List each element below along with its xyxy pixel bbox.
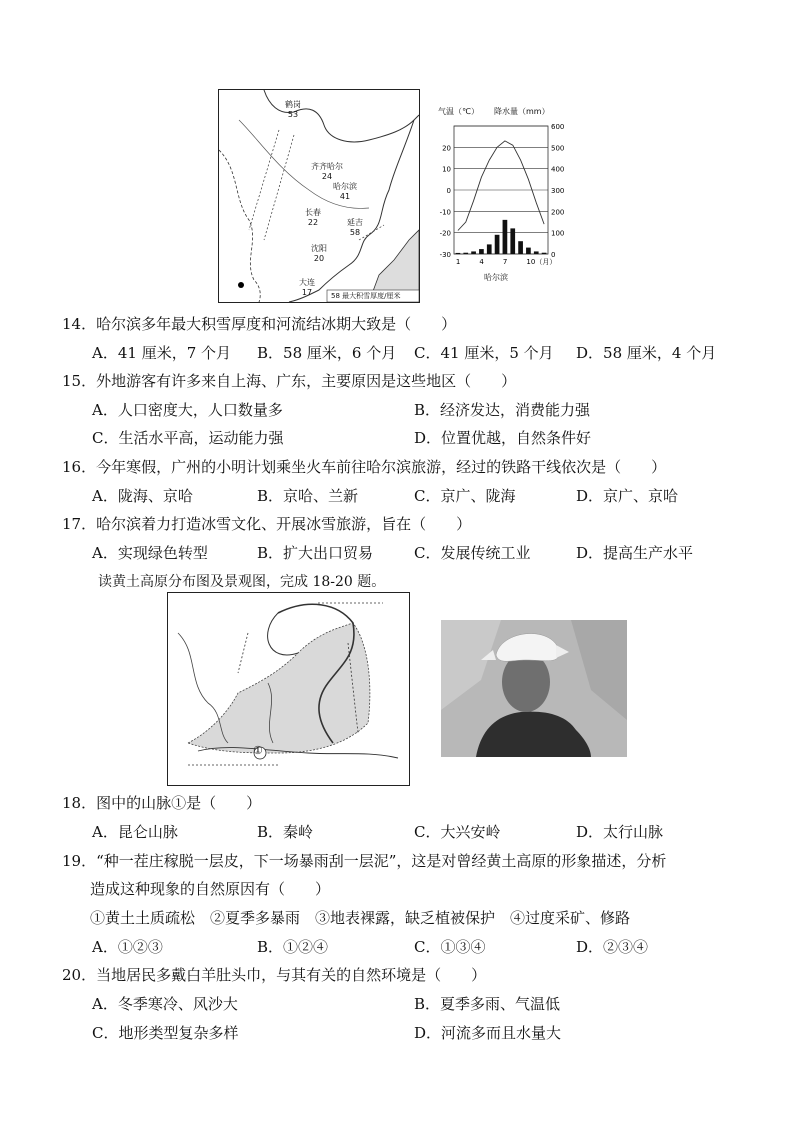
option[interactable]: D．②③④ (576, 938, 649, 956)
precip-tick-label: 400 (551, 165, 565, 174)
loess-map-drawing (168, 593, 409, 785)
option[interactable]: D．京广、京哈 (576, 487, 679, 505)
mountain-marker: ① (253, 744, 263, 757)
precip-bar (542, 253, 547, 254)
question-15: 15．外地游客有许多来自上海、广东，主要原因是这些地区（ ） (62, 372, 517, 390)
option[interactable]: A．昆仑山脉 (92, 823, 178, 841)
snow-depth: 58 (349, 228, 361, 237)
precip-bar (471, 251, 476, 254)
precip-bar (495, 235, 500, 254)
climate-chart (428, 106, 578, 286)
city-name: 长春 (305, 208, 321, 217)
precip-bar (534, 251, 539, 254)
climate-city: 哈尔滨 (484, 273, 508, 282)
city-name: 哈尔滨 (333, 182, 357, 191)
precip-bar (463, 253, 468, 254)
precip-bar (456, 253, 461, 254)
photo-drawing (441, 620, 627, 757)
precip-tick-label: 600 (551, 123, 565, 131)
question-19-items: ①黄土土质疏松 ②夏季多暴雨 ③地表裸露，缺乏植被保护 ④过度采矿、修路 (90, 909, 631, 927)
option[interactable]: B．秦岭 (257, 823, 314, 841)
question-19-line2: 造成这种现象的自然原因有（ ） (90, 880, 331, 898)
city-name: 大连 (299, 278, 315, 287)
temp-tick-label: -20 (439, 229, 451, 238)
option[interactable]: A．实现绿色转型 (92, 544, 208, 562)
option[interactable]: A．陇海、京哈 (92, 487, 193, 505)
month-tick-label: 10（月） (526, 258, 557, 266)
option[interactable]: B．京哈、兰新 (257, 487, 359, 505)
option[interactable]: D．位置优越，自然条件好 (414, 429, 592, 447)
month-tick-label: 7 (502, 258, 508, 266)
precip-bar (503, 220, 508, 254)
precip-bar (526, 248, 531, 254)
city-changchun (305, 208, 321, 228)
city-name: 鹤岗 (285, 100, 301, 109)
option[interactable]: B．①②④ (257, 938, 329, 956)
snow-depth: 22 (307, 218, 319, 227)
city-hegang (285, 100, 301, 120)
snow-depth: 17 (301, 288, 313, 297)
city-shenyang (311, 244, 327, 264)
option[interactable]: A．41 厘米，7 个月 (92, 344, 231, 362)
precip-tick-label: 200 (551, 208, 565, 217)
option[interactable]: A．①②③ (92, 938, 163, 956)
question-16: 16．今年寒假，广州的小明计划乘坐火车前往哈尔滨旅游，经过的铁路干线依次是（ ） (62, 458, 667, 476)
snow-depth: 20 (313, 254, 325, 263)
temp-tick-label: -10 (439, 208, 451, 217)
option[interactable]: D．河流多而且水量大 (414, 1024, 562, 1042)
temp-tick-label: -30 (439, 251, 451, 259)
temp-axis-label: 气温（℃） (438, 107, 479, 116)
option[interactable]: A．冬季寒冷、风沙大 (92, 995, 238, 1013)
temp-tick-label: 20 (442, 144, 451, 153)
temperature-line (458, 141, 544, 231)
city-yanji (347, 218, 363, 238)
city-name: 延吉 (347, 218, 363, 227)
option[interactable]: C．京广、陇海 (414, 487, 516, 505)
precip-tick-label: 100 (551, 229, 565, 238)
loess-plateau-map (167, 592, 410, 786)
option[interactable]: B．扩大出口贸易 (257, 544, 374, 562)
map-legend: 58 最大积雪厚度/厘米 (331, 292, 401, 300)
temp-tick-label: 10 (442, 165, 451, 174)
city-harbin (333, 182, 357, 202)
city-name: 齐齐哈尔 (311, 162, 343, 171)
option[interactable]: C．地形类型复杂多样 (92, 1024, 239, 1042)
precip-bar (518, 241, 523, 254)
option[interactable]: A．人口密度大，人口数量多 (92, 401, 283, 419)
option[interactable]: C．41 厘米，5 个月 (414, 344, 554, 362)
question-20: 20．当地居民多戴白羊肚头巾，与其有关的自然环境是（ ） (62, 966, 487, 984)
temp-tick-label: 0 (446, 187, 451, 195)
city-dalian (299, 278, 315, 298)
option[interactable]: C．①③④ (414, 938, 486, 956)
option[interactable]: D．58 厘米，4 个月 (576, 344, 717, 362)
option[interactable]: C．大兴安岭 (414, 823, 501, 841)
precip-axis-label: 降水量（mm） (494, 107, 550, 116)
question-14: 14．哈尔滨多年最大积雪厚度和河流结冰期大致是（ ） (62, 315, 457, 333)
option[interactable]: D．提高生产水平 (576, 544, 694, 562)
option[interactable]: B．经济发达，消费能力强 (414, 401, 591, 419)
northeast-map-drawing (219, 90, 419, 302)
precip-bar (479, 249, 484, 254)
precip-tick-label: 300 (551, 187, 565, 195)
question-19: 19．“种一茬庄稼脱一层皮，下一场暴雨刮一层泥”，这是对曾经黄土高原的形象描述，分析 (62, 852, 667, 870)
question-18: 18．图中的山脉①是（ ） (62, 794, 262, 812)
city-name: 沈阳 (311, 244, 327, 253)
precip-tick-label: 0 (551, 251, 556, 259)
option[interactable]: C．发展传统工业 (414, 544, 531, 562)
precip-bar (510, 228, 515, 254)
northeast-map (218, 89, 420, 303)
climate-plot (428, 106, 578, 286)
option[interactable]: B．58 厘米，6 个月 (257, 344, 397, 362)
snow-depth: 41 (339, 192, 351, 201)
month-tick-label: 4 (479, 258, 484, 266)
snow-depth: 24 (321, 172, 333, 181)
option[interactable]: B．夏季多雨、气温低 (414, 995, 561, 1013)
month-tick-label: 1 (455, 258, 461, 266)
option[interactable]: D．太行山脉 (576, 823, 664, 841)
city-qiqihar (311, 162, 343, 182)
precip-bar (487, 244, 492, 254)
snow-depth: 53 (287, 110, 299, 119)
section-intro: 读黄土高原分布图及景观图，完成 18-20 题。 (98, 574, 386, 590)
precip-tick-label: 500 (551, 144, 565, 153)
landscape-photo (441, 620, 627, 757)
option[interactable]: C．生活水平高，运动能力强 (92, 429, 284, 447)
question-17: 17．哈尔滨着力打造冰雪文化、开展冰雪旅游，旨在（ ） (62, 515, 472, 533)
